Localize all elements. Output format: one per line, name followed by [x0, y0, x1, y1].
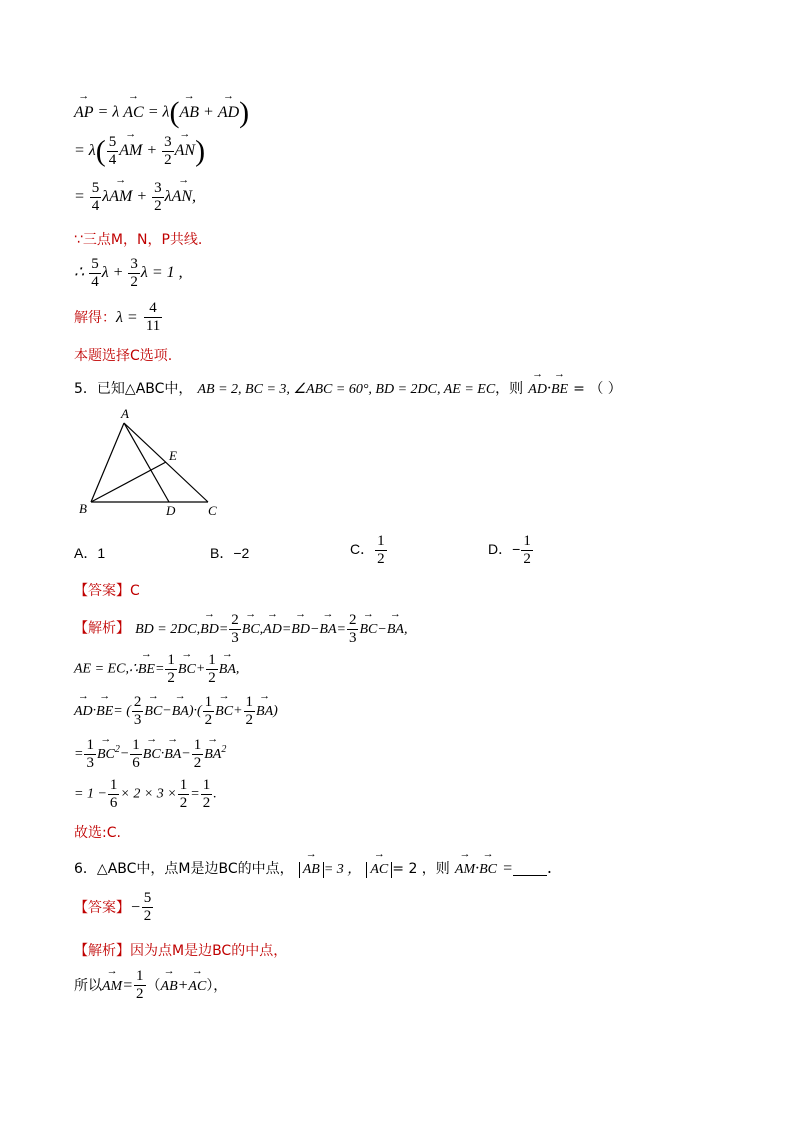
label-e: E: [169, 448, 177, 463]
fraction: $\frac{5}{4}$: [91, 180, 100, 214]
sol4-choice: 本题选择C选项.: [74, 348, 173, 364]
q5-conclusion: 故选:C.: [74, 825, 121, 841]
fraction: $\frac{5}{4}$: [91, 256, 99, 290]
sol4-line2: = λ( $\frac{5}{4}$ → AM + $\frac{3}{2}$ → AN): [74, 134, 205, 169]
q5-analysis-line5: = 1 − $\frac{1}{6}$ × 2 × 3 × $\frac{1}{2}$ = $\frac{1}{2}$ .: [74, 777, 217, 811]
q6-analysis: 【解析】因为点M是边BC的中点，: [74, 943, 288, 959]
label-b: B: [79, 501, 87, 516]
sol4-therefore: ∴ $\frac{5}{4}$ λ + $\frac{3}{2}$ λ = 1 ,: [74, 256, 183, 290]
vec-ac: → AC: [123, 104, 143, 122]
q6-analysis-line2: 所以→ AM= $\frac{1}{2}$ （→ AB+→ AC），: [74, 968, 227, 1003]
triangle-figure: [76, 405, 226, 520]
fraction: $\frac{5}{4}$: [108, 134, 117, 168]
label-a: A: [121, 406, 129, 421]
segment-ad: [124, 423, 169, 502]
option-b[interactable]: B．−2: [210, 545, 250, 561]
vec-ap: → AP: [74, 104, 94, 122]
q5-analysis-line1: 【解析】 BD = 2DC,→ BD= $\frac{2}{3}$ → BC,→ AD=→ BD−→ BA= $\frac{2}{3}$ → BC−→ BA,: [74, 612, 407, 647]
q6-answer: 【答案】− $\frac{5}{2}$: [74, 890, 152, 924]
option-a[interactable]: A．1: [74, 545, 106, 561]
q5-stem: 5．已知△ABC中， AB = 2, BC = 3, ∠ABC = 60°, BD = 2DC, AE = EC，则 → AD·→ BE = （ ）: [74, 378, 622, 398]
fraction: $\frac{3}{2}$: [154, 180, 162, 214]
option-c[interactable]: C． $\frac{1}{2}$: [350, 533, 385, 567]
vec-ab: → AB: [179, 104, 199, 122]
q6-stem: 6．△ABC中，点M是边BC的中点， → AB = 3 ， → AC = 2 ，则 → AM·→ BC = .: [74, 858, 552, 878]
option-d[interactable]: D．− $\frac{1}{2}$: [488, 533, 531, 567]
sol4-solve: 解得：λ = $\frac{4}{11}$: [74, 300, 161, 334]
q5-analysis-line3: → AD·→ BE= ( $\frac{2}{3}$ → BC−→ BA)·( $\frac{1}{2}$ → BC+ $\frac{1}{2}$ → BA): [74, 694, 278, 729]
fraction: $\frac{3}{2}$: [164, 134, 172, 168]
q5-analysis-line2: AE = EC,∴→ BE= $\frac{1}{2}$ → BC+ $\frac{1}{2}$ → BA,: [74, 652, 239, 687]
vec-ad: → AD: [218, 104, 239, 122]
answer-blank[interactable]: [513, 861, 547, 876]
sol4-collinear: ∵三点M，N，P共线.: [74, 232, 203, 248]
label-c: C: [208, 503, 217, 518]
side-ab: [91, 423, 124, 502]
q5-analysis-line4: = $\frac{1}{3}$ → $BC^2-$ $\frac{1}{6}$ → BC·→ BA− $\frac{1}{2}$ → $BA^2$: [74, 737, 226, 772]
fraction: $\frac{4}{11}$: [145, 300, 161, 334]
label-d: D: [166, 503, 176, 518]
sol4-line3: = $\frac{5}{4}$ λ→ AM + $\frac{3}{2}$ λ→ AN,: [74, 180, 196, 215]
sol4-line1: → AP = λ → AC = λ(→ AB + → AD): [74, 98, 249, 128]
q5-answer: 【答案】C: [74, 583, 140, 599]
segment-be: [91, 462, 166, 502]
fraction: $\frac{3}{2}$: [130, 256, 138, 290]
